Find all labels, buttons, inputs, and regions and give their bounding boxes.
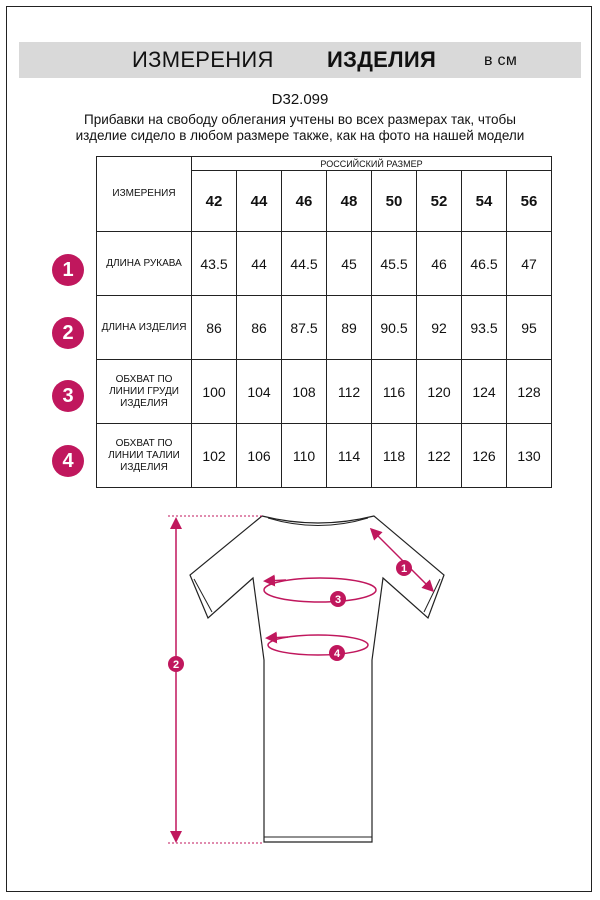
measure-column-header: ИЗМЕРЕНИЯ: [97, 157, 192, 232]
table-cell: 90.5: [372, 296, 417, 360]
size-header: 52: [417, 171, 462, 232]
measure-number-badge: 1: [52, 254, 84, 286]
marker-label-4: 4: [333, 648, 341, 660]
size-header: 50: [372, 171, 417, 232]
measure-number-badge: 2: [52, 317, 84, 349]
measure-number-badge: 4: [52, 445, 84, 477]
table-cell: 100: [192, 360, 237, 424]
row-label: ОБХВАТ ПО ЛИНИИ ТАЛИИ ИЗДЕЛИЯ: [97, 424, 192, 488]
table-cell: 102: [192, 424, 237, 488]
table-cell: 43.5: [192, 232, 237, 296]
chest-measure-ellipse: [264, 578, 376, 602]
table-cell: 45.5: [372, 232, 417, 296]
table-cell: 44.5: [282, 232, 327, 296]
size-header: 46: [282, 171, 327, 232]
marker-label-2: 2: [172, 659, 180, 671]
table-cell: 120: [417, 360, 462, 424]
table-cell: 45: [327, 232, 372, 296]
table-cell: 108: [282, 360, 327, 424]
table-cell: 86: [237, 296, 282, 360]
table-cell: 89: [327, 296, 372, 360]
row-label: ДЛИНА ИЗДЕЛИЯ: [97, 296, 192, 360]
chest-measure-arrow: [266, 580, 286, 581]
fit-note-line-2: изделие сидело в любом размере также, как на фото на нашей модели: [75, 128, 525, 143]
marker-label-1: 1: [400, 563, 408, 575]
waist-measure-arrow: [268, 637, 288, 638]
table-cell: 44: [237, 232, 282, 296]
table-cell: 86: [192, 296, 237, 360]
size-header: 54: [462, 171, 507, 232]
table-cell: 130: [507, 424, 552, 488]
table-cell: 46.5: [462, 232, 507, 296]
size-header: 42: [192, 171, 237, 232]
table-cell: 124: [462, 360, 507, 424]
title-unit: в см: [484, 52, 518, 69]
table-cell: 104: [237, 360, 282, 424]
table-cell: 93.5: [462, 296, 507, 360]
table-cell: 92: [417, 296, 462, 360]
table-cell: 114: [327, 424, 372, 488]
table-cell: 106: [237, 424, 282, 488]
table-cell: 116: [372, 360, 417, 424]
marker-label-3: 3: [334, 594, 342, 606]
table-cell: 112: [327, 360, 372, 424]
table-cell: 126: [462, 424, 507, 488]
measure-number-badge: 3: [52, 380, 84, 412]
table-cell: 46: [417, 232, 462, 296]
neckline: [268, 518, 368, 526]
table-cell: 122: [417, 424, 462, 488]
row-label: ДЛИНА РУКАВА: [97, 232, 192, 296]
table-cell: 87.5: [282, 296, 327, 360]
article-code: D32.099: [271, 91, 329, 108]
table-cell: 118: [372, 424, 417, 488]
title-measurements: ИЗМЕРЕНИЯ: [132, 47, 274, 72]
table-cell: 128: [507, 360, 552, 424]
size-header: 48: [327, 171, 372, 232]
row-label: ОБХВАТ ПО ЛИНИИ ГРУДИ ИЗДЕЛИЯ: [97, 360, 192, 424]
table-cell: 95: [507, 296, 552, 360]
table-cell: 110: [282, 424, 327, 488]
table-cell: 47: [507, 232, 552, 296]
fit-note-line-1: Прибавки на свободу облегания учтены во всех размерах так, чтобы: [84, 112, 516, 127]
size-header: 44: [237, 171, 282, 232]
size-group-header: РОССИЙСКИЙ РАЗМЕР: [192, 157, 552, 171]
title-product: ИЗДЕЛИЯ: [327, 47, 437, 72]
size-header: 56: [507, 171, 552, 232]
